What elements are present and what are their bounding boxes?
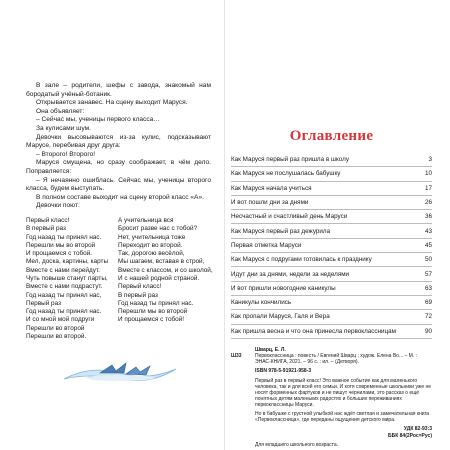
toc-entry-title: И вот пошли дни за днями xyxy=(231,199,309,207)
lyric-line: Первый раз xyxy=(26,299,62,307)
annotation: Первый раз в первый класс! Это важное событие как для маленького человека, так и для всей его семьи. И хотя современные школьники уже не носят форменных фартуков и не пишут чернилами, это рассказ о ещё понятных детям маленьких радостях и больших переживаниях первоклассницы Маруси. xyxy=(255,377,432,409)
toc-entry[interactable] xyxy=(231,296,432,310)
toc-entry[interactable] xyxy=(231,282,432,296)
lyric-line: Так, дорогою весёлой, xyxy=(118,250,185,258)
toc-entry-page: 50 xyxy=(424,256,432,264)
lyric-line: Бросит разве нас с тобой? xyxy=(118,225,198,233)
toc-entry[interactable] xyxy=(231,325,432,339)
toc-list xyxy=(231,153,432,339)
toc-entry[interactable] xyxy=(231,253,432,267)
lyric-line: Год назад ты принял нас. xyxy=(118,299,194,307)
biblio-classmark: Ш33 xyxy=(231,353,242,360)
prose-block xyxy=(26,82,211,211)
toc-entry-page: 10 xyxy=(424,170,432,178)
paragraph: В полном составе выходит на сцену второй класс «А». xyxy=(36,193,204,201)
lyric-line: И с нашей родной страной. xyxy=(118,274,200,282)
isbn: ISBN 978-5-91921-958-3 xyxy=(255,368,312,375)
toc-entry-page: 69 xyxy=(424,299,432,307)
toc-entry[interactable] xyxy=(231,267,432,281)
lyrics-column-right xyxy=(118,216,213,341)
lyric-line: Мы шагаем, вставая в строй, xyxy=(118,258,205,266)
lyric-line: Мел, доска, картины, карты xyxy=(26,258,109,266)
lyric-line: Перешли во второй xyxy=(26,324,85,332)
paragraph: Открывается занавес. На сцену выходит Маруся. xyxy=(36,99,188,107)
lyric-line: И прощаемся с тобой! xyxy=(118,316,185,324)
paragraph: – Второго! Второго! xyxy=(36,150,96,158)
bibliographic-block xyxy=(231,347,432,448)
lyric-line: Год назад ты принял нас. xyxy=(26,233,102,241)
right-page xyxy=(225,0,450,450)
paragraph: – Я нечаянно ошиблась. Сейчас мы, ученицы второго класса, будем выступать. xyxy=(26,176,211,193)
lyric-line: Нет, учительница тоже xyxy=(118,233,186,241)
swallows-decoration-icon xyxy=(60,359,180,385)
lyric-line: Вместе с нами подрастут. xyxy=(26,283,103,291)
paragraph: Она объявляет: xyxy=(36,107,85,115)
toc-entry[interactable] xyxy=(231,224,432,238)
bbk-code: ББК 84(2Рос=Рус) xyxy=(388,433,432,440)
toc-entry-title: Первая отметка Маруси xyxy=(231,241,302,249)
lyric-line: Перешли во второй. xyxy=(26,333,87,341)
toc-entry-page: 17 xyxy=(424,184,432,192)
lyric-line: Чуть повыше станут парты, xyxy=(26,274,108,282)
toc-entry-title: Несчастный и счастливый день Маруси xyxy=(231,213,348,221)
toc-entry[interactable] xyxy=(231,196,432,210)
lyric-line: В первый раз xyxy=(26,225,66,233)
toc-entry-page: 45 xyxy=(424,241,432,249)
lyric-line: И со мной мой подруги xyxy=(26,316,95,324)
lyric-line: Год назад ты принял нас. xyxy=(26,308,102,316)
lyric-line: Перешли мы во второй xyxy=(118,308,188,316)
paragraph: За кулисами шум. xyxy=(36,124,92,132)
toc-entry-page: 63 xyxy=(424,284,432,292)
paragraph: Девочки высовываются из-за кулис, подсказывают Марусе, перебивая друг друга: xyxy=(26,133,211,150)
toc-entry-title: Как пришла весна и что она принесла первоклассницам xyxy=(231,327,396,335)
toc-entry[interactable] xyxy=(231,239,432,253)
lyric-line: Год назад ты принял нас, xyxy=(26,291,102,299)
age-rating: Для младшего школьного возраста. xyxy=(255,441,339,448)
toc-entry[interactable] xyxy=(231,167,432,181)
toc-entry-page: 72 xyxy=(424,313,432,321)
paragraph: Маруся смущена, но сразу соображает, в чём дело. Поправляется: xyxy=(26,159,211,175)
toc-entry[interactable] xyxy=(231,182,432,196)
toc-entry-page: 26 xyxy=(424,199,432,207)
lyrics-column-left xyxy=(26,217,118,341)
toc-entry-title: Как Маруся первый раз пришла в школу xyxy=(231,156,349,164)
toc-entry-title: Идут дни за днями, недели за неделями xyxy=(231,270,350,278)
biblio-author: Шварц, Е. Л. xyxy=(255,346,286,353)
toc-entry-page: 3 xyxy=(428,156,432,164)
paragraph: Девочки поют: xyxy=(36,202,80,210)
toc-entry-page: 43 xyxy=(424,227,432,235)
toc-entry-page: 90 xyxy=(424,327,432,335)
toc-entry-page: 57 xyxy=(424,270,432,278)
biblio-description: Первоклассница : повесть / Евгений Шварц ; худож. Елена Во... – М. : ЭНАС-КНИГА, 2021. – 96 с. : ил. – (Детворя). xyxy=(255,353,418,366)
lyric-line: Переходит во второй. xyxy=(118,241,183,249)
annotation-2: Но в бабушке с грустной улыбкой нас ждёт светлая и замечательная книга «Первоклассница», где переданы ощущения детского мира. xyxy=(255,410,430,423)
toc-entry-title: Как Маруся не послушалась бабушку xyxy=(231,170,341,178)
lyric-line: Перешли мы во второй xyxy=(26,241,96,249)
toc-entry[interactable] xyxy=(231,153,432,167)
lyric-line: И прощаемся с тобой. xyxy=(26,250,93,258)
lyric-line: В первый раз xyxy=(118,291,158,299)
toc-title: Оглавление xyxy=(289,128,374,144)
song-lyrics xyxy=(26,217,211,341)
toc-entry-title: И вот пришли новогодние каникулы xyxy=(231,284,336,292)
paragraph: – Сейчас мы, ученицы первого класса… xyxy=(36,116,160,124)
toc-entry-title: Как Маруся с подругами готовилась к празднику xyxy=(231,256,372,264)
lyric-line: Первый класс! xyxy=(26,216,70,224)
toc-entry[interactable] xyxy=(231,310,432,324)
toc-entry-title: Каникулы кончились xyxy=(231,299,292,307)
lyric-line: А учительница вся xyxy=(118,216,174,224)
paragraph: В зале – родители, шефы с завода, знакомый нам бородатый учёный-ботаник. xyxy=(26,82,211,98)
udk-code: УДК 82-93:3 xyxy=(403,426,432,433)
lyric-line: Вместе с нами перейдут. xyxy=(26,266,100,274)
toc-entry[interactable] xyxy=(231,210,432,224)
toc-entry-title: Как Маруся первый раз дежурила xyxy=(231,227,331,235)
lyric-line: Вместе с классом, и со школой, xyxy=(118,266,213,274)
toc-entry-page: 36 xyxy=(424,213,432,221)
lyric-line: Первый класс! xyxy=(118,283,162,291)
toc-entry-title: Как пропали Маруся, Галя и Вера xyxy=(231,313,330,321)
toc-entry-title: Как Маруся начала учиться xyxy=(231,184,312,192)
